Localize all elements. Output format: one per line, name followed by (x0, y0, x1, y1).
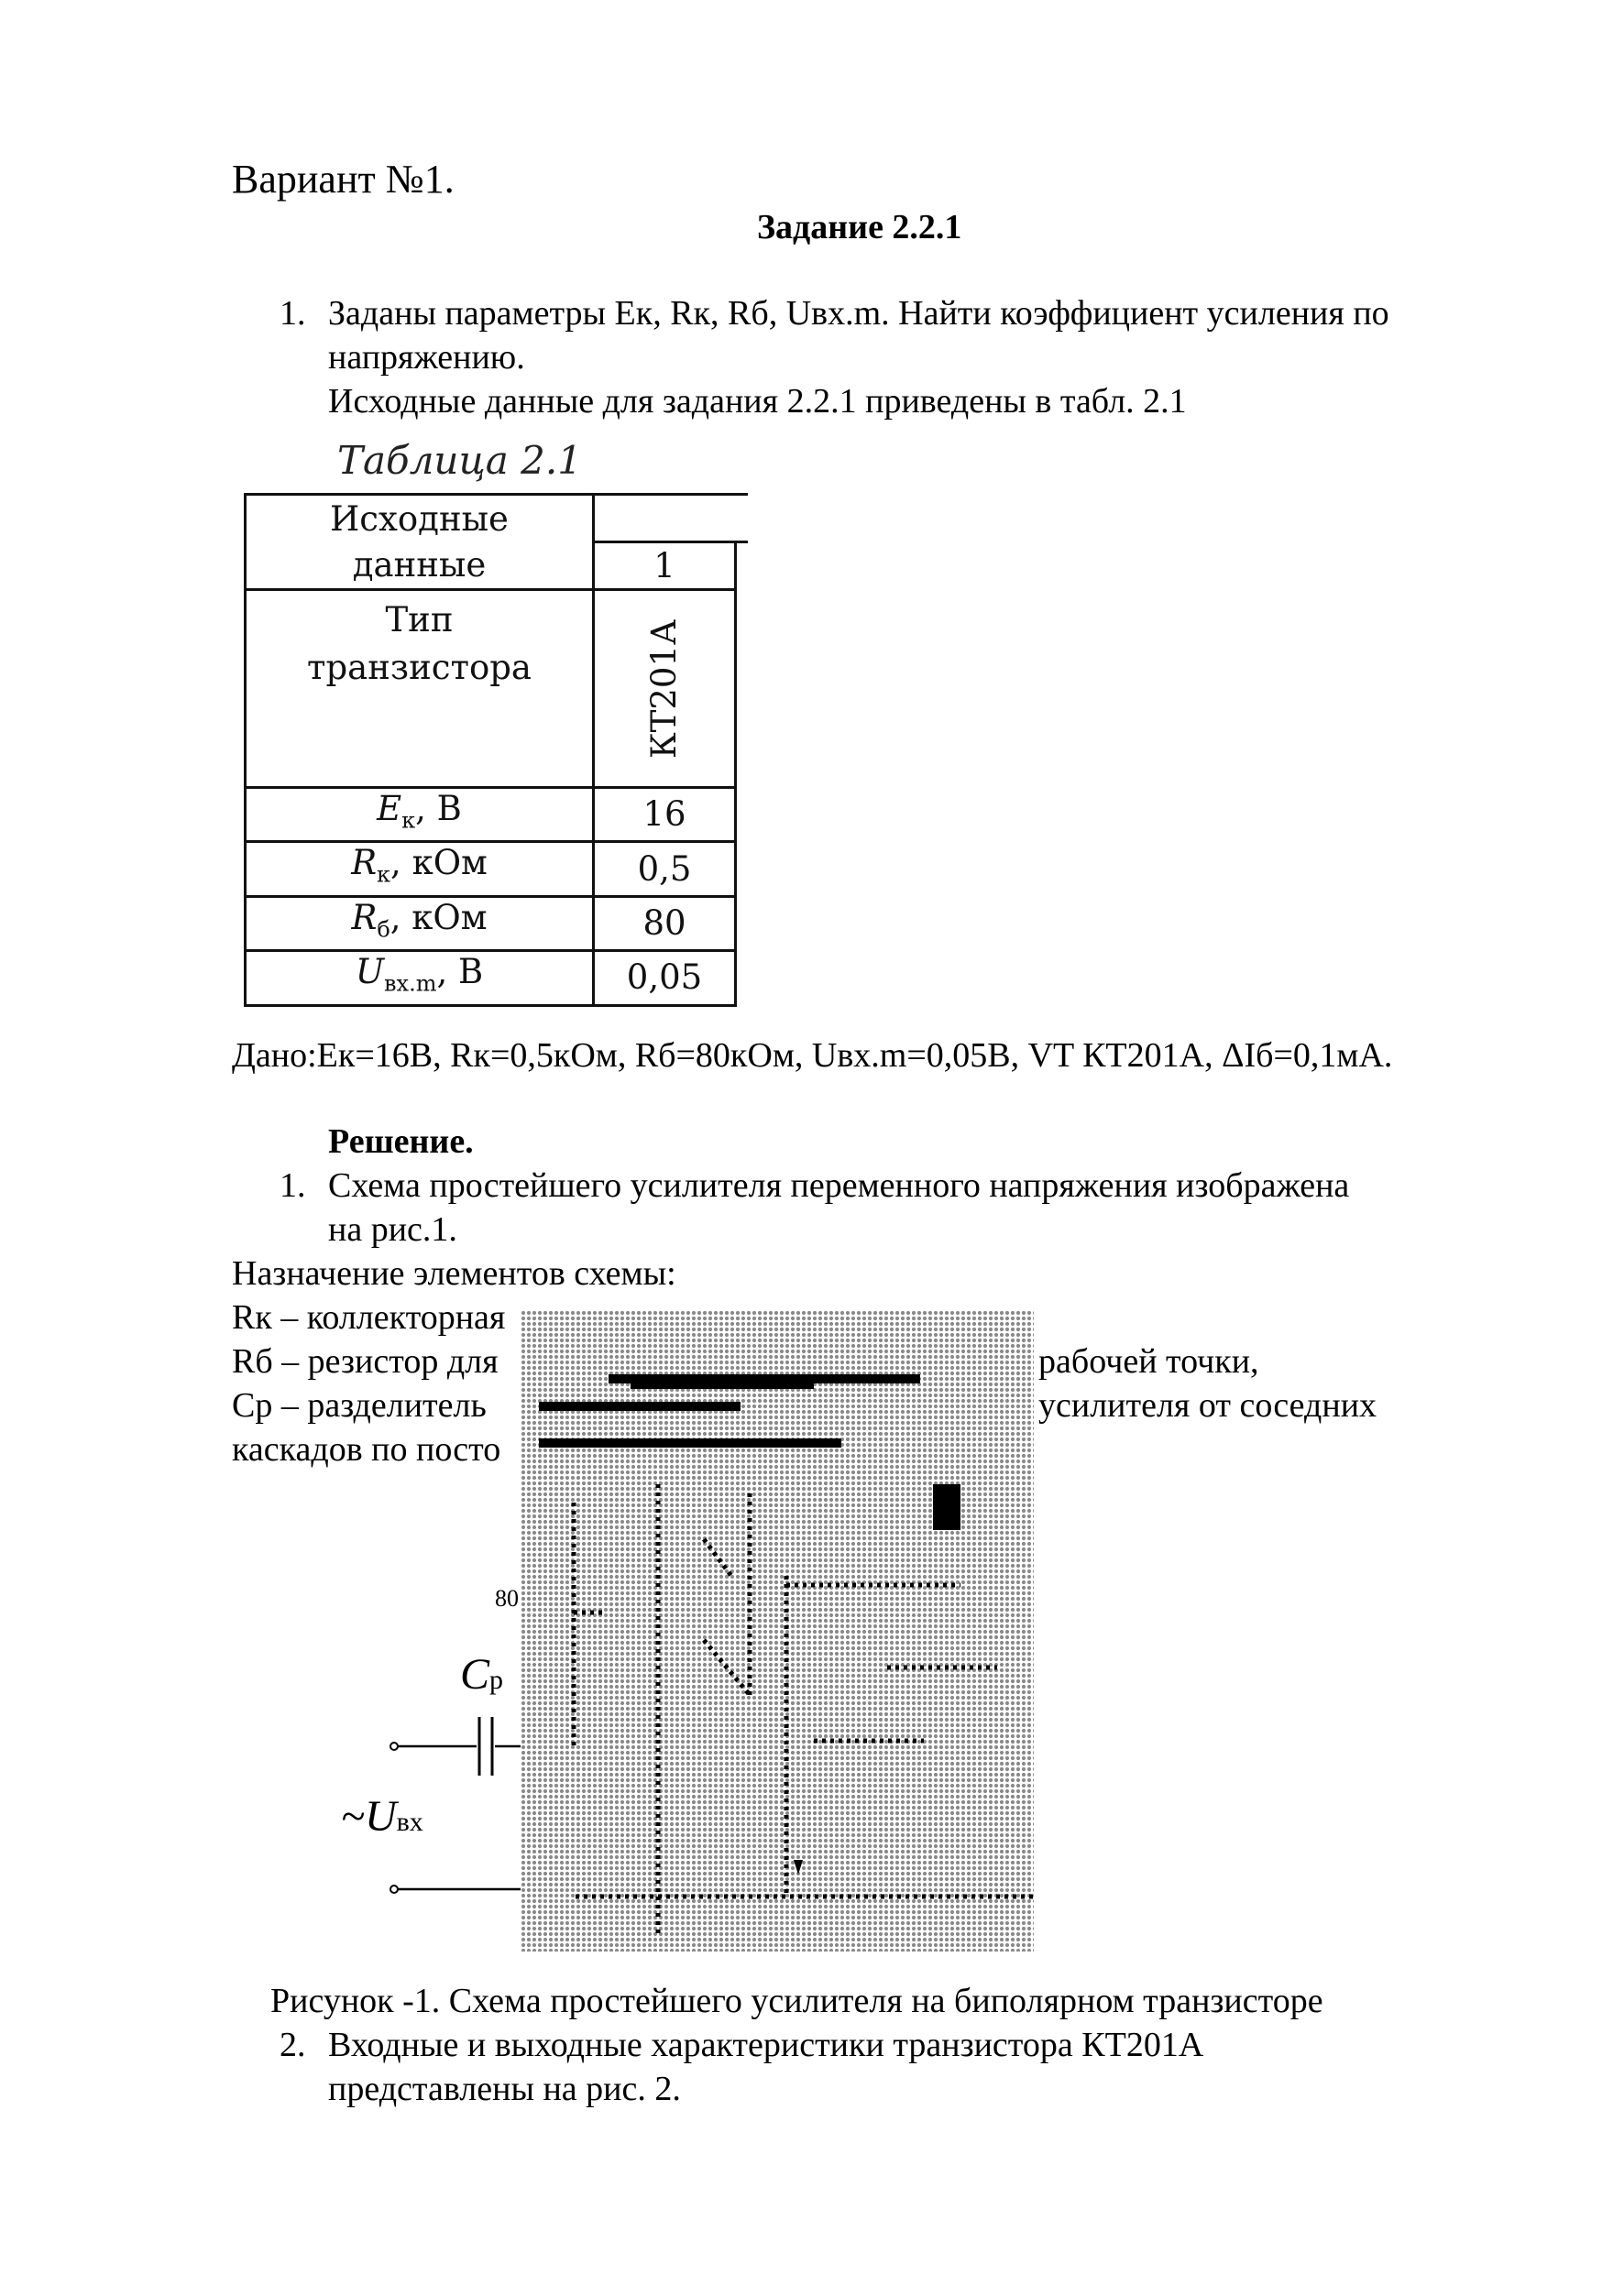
table-row-label: $U_{вх.m}$, В (246, 951, 594, 1005)
task-line-3: Исходные данные для задания 2.2.1 приведены в табл. 2.1 (328, 382, 1187, 421)
circuit-input-part (376, 1558, 532, 1924)
table-row-value: 16 (594, 788, 736, 842)
task-number: 1. (280, 294, 306, 333)
item-2-line-1: Входные и выходные характеристики транзистора КТ201А (328, 2026, 1204, 2064)
table-row-value: 80 (594, 896, 736, 950)
task-line-1: Заданы параметры Ек, Rк, Rб, Uвх.m. Найти коэффициент усиления по (328, 294, 1389, 333)
solution-title: Решение. (328, 1122, 474, 1161)
given-line: Дано:Ек=16В, Rк=0,5кОм, Rб=80кОм, Uвх.m=0,05В, VT КТ201А, ΔIб=0,1мА. (232, 1036, 1393, 1075)
table-col-index: 1 (594, 542, 736, 590)
table-header-cell: Исходные данные (246, 495, 594, 590)
transistor-type-value: КТ201А (643, 618, 684, 759)
obscured-circuit-area (521, 1310, 1034, 1952)
cp-description-right: усилителя от соседних (1038, 1386, 1377, 1425)
rb-description-left: Rб – резистор для (232, 1342, 499, 1381)
solution-item-1-line-2: на рис.1. (328, 1210, 457, 1249)
item-2-line-2: представлены на рис. 2. (328, 2070, 681, 2108)
source-data-table (244, 493, 748, 1007)
cascade-text: каскадов по посто (232, 1430, 501, 1469)
table-row-value: 0,5 (594, 842, 736, 896)
table-caption: Таблица 2.1 (337, 438, 582, 483)
solution-item-1-number: 1. (280, 1166, 306, 1205)
rk-description: Rк – коллекторная (232, 1298, 506, 1337)
table-row-label: $R_к$, кОм (246, 842, 594, 896)
table-row-value: 0,05 (594, 951, 736, 1005)
task-line-2: напряжению. (328, 338, 525, 377)
cp-label: Cр (460, 1650, 504, 1699)
item-2-number: 2. (280, 2026, 306, 2064)
cp-description-left: Ср – разделитель (232, 1386, 487, 1425)
table-row-label: Тип транзистора (246, 590, 594, 788)
task-title: Задание 2.2.1 (757, 208, 962, 246)
solution-item-1-line-1: Схема простейшего усилителя переменного напряжения изображена (328, 1166, 1350, 1205)
table-row-label: $R_б$, кОм (246, 896, 594, 950)
input-voltage-label: ~Uвх (341, 1792, 423, 1841)
table-row-label: $E_к$, В (246, 788, 594, 842)
purpose-heading: Назначение элементов схемы: (232, 1254, 676, 1293)
figure-caption: Рисунок -1. Схема простейшего усилителя на биполярном транзисторе (270, 1982, 1323, 2020)
rb-description-right: рабочей точки, (1038, 1342, 1259, 1381)
table-row-value (594, 590, 736, 788)
variant-heading: Вариант №1. (232, 157, 455, 202)
table-blank-cell (594, 495, 748, 542)
resistor-80-label: 80 (495, 1585, 519, 1612)
